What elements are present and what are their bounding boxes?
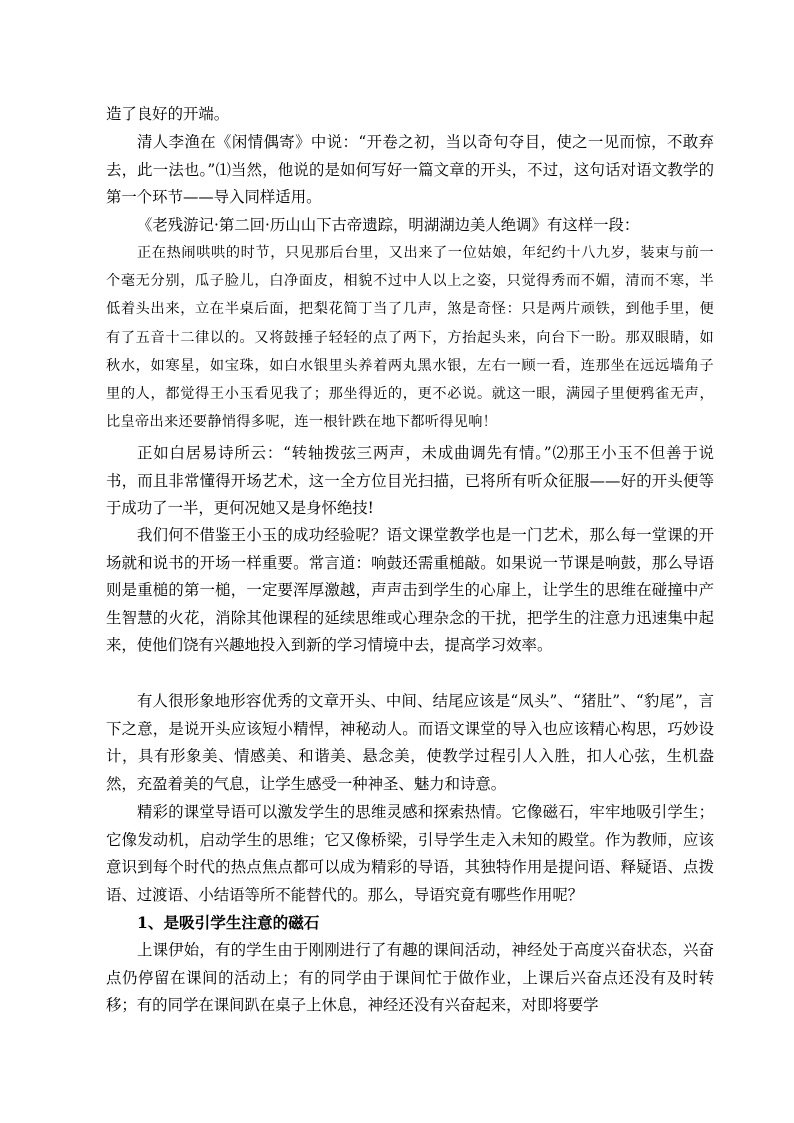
paragraph-8: 精彩的课堂导语可以激发学生的思维灵感和探索热情。它像磁石，牢牢地吸引学生；它像发动机，启动学生的思维；它又像桥梁，引导学生走入未知的殿堂。作为教师，应该意识到每个时代的热点焦点都可以成为精彩的导语，其独特作用是提问语、释疑语、点拨语、过渡语、小结语等所不能替代的。那么，导语究竟有哪些作用呢？ bbox=[106, 803, 714, 904]
paragraph-2: 清人李渔在《闲情偶寄》中说：“开卷之初，当以奇句夺目，使之一见而惊，不敢弃去，此一法也。”⑴当然，他说的是如何写好一篇文章的开头，不过，这句话对语文教学的第一个环节——导入同样适用。 bbox=[106, 133, 714, 207]
quoted-passage: 正在热闹哄哄的时节，只见那后台里，又出来了一位姑娘，年纪约十八九岁，装束与前一个毫无分别，瓜子脸儿，白净面皮，相貌不过中人以上之姿，只觉得秀而不媚，清而不寒，半低着头出来，立在半桌后面，把梨花简丁当了几声，煞是奇怪：只是两片顽铁，到他手里，便有了五音十二律以的。又将鼓捶子轻轻的点了两下，方抬起头来，向台下一盼。那双眼睛，如秋水，如寒星，如宝珠，如白水银里头养着两丸黑水银，左右一顾一看，连那坐在远远墙角子里的人，都觉得王小玉看见我了；那坐得近的，更不必说。就这一眼，满园子里便鸦雀无声，比皇帝出来还要静悄得多呢，连一根针跌在地下都听得见响！ bbox=[106, 245, 714, 431]
section-heading: 1、是吸引学生注意的磁石 bbox=[137, 913, 320, 932]
paragraph-9: 上课伊始，有的学生由于刚刚进行了有趣的课间活动，神经处于高度兴奋状态，兴奋点仍停留在课间的活动上；有的同学由于课间忙于做作业，上课后兴奋点还没有及时转移；有的同学在课间趴在桌子上休息，神经还没有兴奋起来，对即将要学 bbox=[106, 941, 714, 1015]
paragraph-1: 造了良好的开端。 bbox=[106, 105, 230, 123]
paragraph-7: 有人很形象地形容优秀的文章开头、中间、结尾应该是“凤头”、“猪肚”、“豹尾”，言下之意，是说开头应该短小精悍，神秘动人。而语文课堂的导入也应该精心构思，巧妙设计，具有形象美、情感美、和谐美、悬念美，使教学过程引人入胜，扣人心弦，生机盎然，充盈着美的气息，让学生感受一种神圣、魅力和诗意。 bbox=[106, 692, 714, 793]
paragraph-3: 《老残游记·第二回·历山山下古帝遗踪，明湖湖边美人绝调》有这样一段： bbox=[137, 216, 640, 234]
paragraph-5: 正如白居易诗所云：“转轴拨弦三两声，未成曲调先有情。”⑵那王小玉不但善于说书，而且非常懂得开场艺术，这一全方位目光扫描，已将所有听众征服——好的开头便等于成功了一半，更何况她又是身怀绝技! bbox=[106, 444, 714, 518]
paragraph-6: 我们何不借鉴王小玉的成功经验呢？语文课堂教学也是一门艺术，那么每一堂课的开场就和说书的开场一样重要。常言道：响鼓还需重槌敲。如果说一节课是响鼓，那么导语则是重槌的第一槌，一定要浑厚激越，声声击到学生的心扉上，让学生的思维在碰撞中产生智慧的火花，消除其他课程的延续思维或心理杂念的干扰，把学生的注意力迅速集中起来，使他们饶有兴趣地投入到新的学习情境中去，提高学习效率。 bbox=[106, 526, 714, 655]
